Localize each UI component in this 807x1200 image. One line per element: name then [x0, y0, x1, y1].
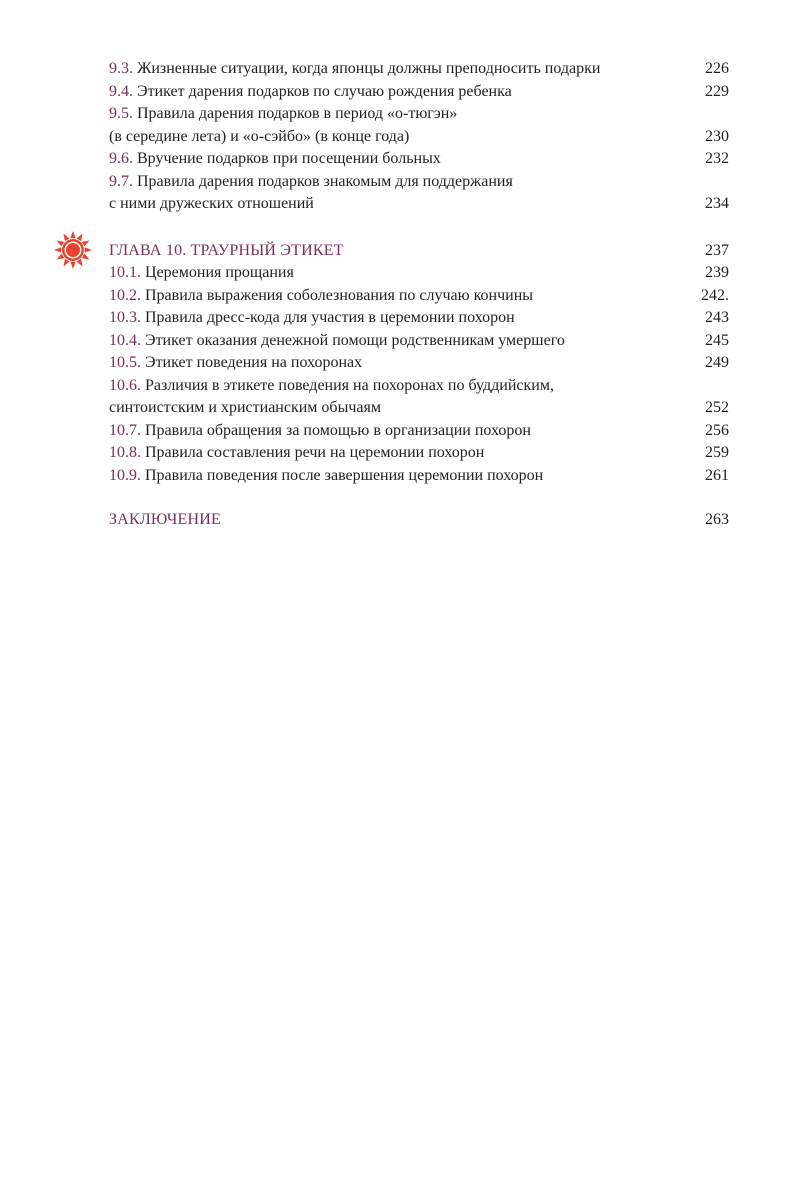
toc-entry-number: 9.3.: [109, 60, 133, 77]
toc-entry[interactable]: [109, 420, 733, 443]
toc-entry-line: [109, 397, 663, 420]
chapter-title: ТРАУРНЫЙ ЭТИКЕТ: [190, 241, 344, 259]
sun-ray: [70, 231, 75, 238]
toc-entry-page-number: 259: [705, 444, 729, 461]
toc-entry-line: [109, 171, 663, 194]
sun-ray: [70, 262, 75, 269]
toc-entry-line: [109, 193, 663, 216]
toc-entry-page-number: 232: [705, 150, 729, 167]
toc-entry-line: [109, 465, 663, 488]
toc-entry-number: 10.6.: [109, 376, 141, 394]
toc-entry-line: [109, 58, 663, 81]
toc-entry-title: Правила поведения после завершения церемонии похорон: [145, 466, 544, 484]
toc-entry[interactable]: [109, 262, 733, 285]
conclusion-entry[interactable]: [109, 509, 733, 532]
sun-ray: [85, 247, 92, 252]
toc-entry-line: [109, 81, 663, 104]
toc-entry-title: синтоистским и христианским обычаям: [109, 399, 381, 416]
toc-entry-title: Правила дарения подарков в период «о-тюгэн»: [137, 105, 458, 122]
toc-entry-title: Правила составления речи на церемонии похорон: [145, 444, 485, 461]
toc-entry-number: 10.8.: [109, 444, 141, 461]
sun-icon: [53, 230, 93, 270]
toc-entry[interactable]: [109, 465, 733, 488]
toc-entry-title: Этикет оказания денежной помощи родственникам умершего: [145, 331, 565, 349]
toc-entry-line: [109, 442, 663, 465]
toc-entry-line: [109, 103, 663, 126]
toc-entry-page-number: 245: [705, 331, 729, 349]
section-9-entries: [109, 58, 733, 216]
toc-entry[interactable]: [109, 148, 733, 171]
toc-entry-number: 9.7.: [109, 172, 133, 190]
toc-entry-line: [109, 262, 663, 285]
toc-entry[interactable]: [109, 307, 733, 330]
toc-entry-page-number: 226: [705, 60, 729, 77]
conclusion-page-number: 263: [705, 511, 729, 528]
toc-entry-page-number: 239: [705, 264, 729, 281]
toc-entry-page-number: 243: [705, 309, 729, 326]
toc-entry-number: 9.5.: [109, 105, 133, 122]
toc-entry[interactable]: [109, 81, 733, 104]
toc-entry-title: (в середине лета) и «о-сэйбо» (в конце года): [109, 127, 410, 145]
toc-entry-title: Жизненные ситуации, когда японцы должны преподносить подарки: [137, 60, 601, 77]
toc-entry-title: с ними дружеских отношений: [109, 195, 314, 212]
toc-entry[interactable]: [109, 375, 733, 420]
toc-entry[interactable]: [109, 442, 733, 465]
toc-entry-number: 10.5.: [109, 354, 141, 371]
chapter-label: ГЛАВА 10.: [109, 241, 187, 259]
toc-entry-page-number: 234: [705, 195, 729, 212]
toc-entry-page-number: 256: [705, 421, 729, 439]
toc-entry-number: 10.3.: [109, 309, 141, 326]
toc-entry-title: Правила выражения соболезнования по случаю кончины: [145, 286, 534, 304]
toc-entry-page-number: 242.: [701, 286, 729, 304]
toc-entry[interactable]: [109, 352, 733, 375]
toc-entry-line: [109, 285, 663, 308]
toc-entry-line: [109, 307, 663, 330]
toc-entry-number: 10.7.: [109, 421, 141, 439]
toc-entry[interactable]: [109, 58, 733, 81]
toc-entry[interactable]: [109, 171, 733, 216]
toc-entry-line: [109, 420, 663, 443]
toc-entry-page-number: 261: [705, 466, 729, 484]
toc-entry-number: 10.4.: [109, 331, 141, 349]
toc-entry-number: 9.4.: [109, 82, 133, 100]
toc-entry-page-number: 249: [705, 354, 729, 371]
toc-entry-number: 10.2.: [109, 286, 141, 304]
toc-entry-title: Правила дресс-кода для участия в церемонии похорон: [145, 309, 515, 326]
toc-entry[interactable]: [109, 285, 733, 308]
toc-entry[interactable]: [109, 103, 733, 148]
toc-entry-title: Правила обращения за помощью в организации похорон: [145, 421, 531, 439]
toc-entry-title: Правила дарения подарков знакомым для поддержания: [137, 172, 513, 190]
toc-entry-title: Различия в этикете поведения на похоронах по буддийским,: [145, 376, 554, 394]
toc-entry-page-number: 230: [705, 127, 729, 145]
toc-entry-title: Этикет дарения подарков по случаю рождения ребенка: [137, 82, 512, 100]
toc-entry[interactable]: [109, 330, 733, 353]
toc-entry-line: [109, 148, 663, 171]
section-10-entries: [109, 262, 733, 487]
toc-entry-title: Церемония прощания: [145, 264, 294, 281]
toc-entry-number: 10.1.: [109, 264, 141, 281]
toc-entry-number: 10.9.: [109, 466, 141, 484]
chapter-10-heading[interactable]: [109, 240, 733, 263]
sun-ray: [54, 247, 61, 252]
toc-entry-page-number: 229: [705, 82, 729, 100]
toc-entry-line: [109, 126, 663, 149]
toc-entry-line: [109, 330, 663, 353]
conclusion-title: ЗАКЛЮЧЕНИЕ: [109, 511, 221, 528]
toc-entry-page-number: 252: [705, 399, 729, 416]
table-of-contents: [109, 58, 733, 532]
chapter-page-number: 237: [705, 241, 729, 259]
toc-entry-line: [109, 375, 663, 398]
toc-entry-line: [109, 352, 663, 375]
toc-entry-title: Вручение подарков при посещении больных: [137, 150, 441, 167]
toc-entry-number: 9.6.: [109, 150, 133, 167]
toc-entry-title: Этикет поведения на похоронах: [145, 354, 363, 371]
